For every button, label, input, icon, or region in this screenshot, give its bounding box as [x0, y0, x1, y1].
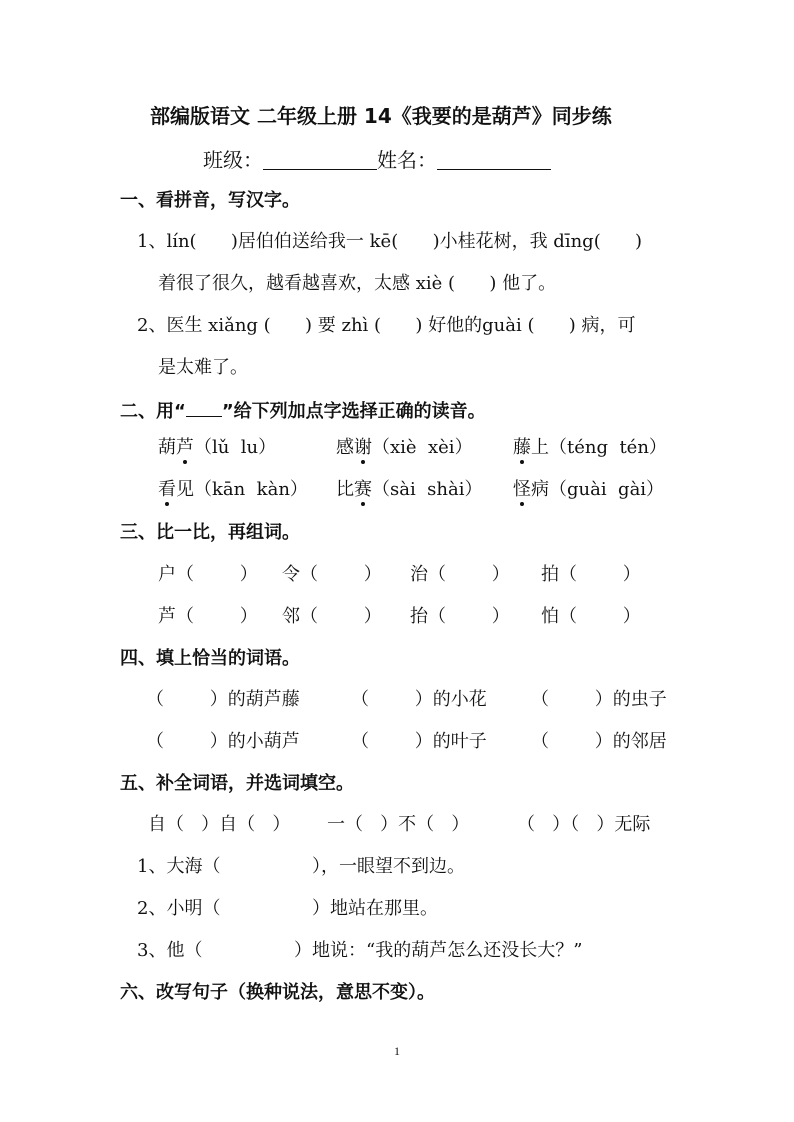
reading-item — [513, 481, 664, 499]
compare-item: 户（ ） — [158, 564, 258, 585]
item-post: （sài shài） — [372, 479, 483, 500]
idiom-item: （ ）（ ）无际 — [517, 814, 651, 835]
phrase-item: （ ）的虫子 — [531, 689, 667, 710]
reading-item — [336, 481, 483, 499]
phrase-item: （ ）的葫芦藤 — [146, 689, 300, 710]
section-6-heading: 六、改写句子（换种说法，意思不变）。 — [120, 982, 435, 1003]
phrase-item: （ ）的叶子 — [351, 731, 487, 752]
page-title: 部编版语文 二年级上册 14《我要的是葫芦》同步练 — [150, 104, 612, 128]
fill-sentence-2: 2、小明（ ）地站在那里。 — [137, 898, 438, 919]
section-1-line-4: 是太难了。 — [158, 357, 248, 378]
dotted-char: 芦 — [176, 437, 194, 458]
class-name-line — [203, 149, 551, 170]
phrase-item: （ ）的小葫芦 — [146, 731, 300, 752]
dotted-char: 怪 — [513, 479, 531, 500]
fill-sentence-3: 3、他（ ）地说：“我的葫芦怎么还没长大？” — [137, 940, 583, 961]
compare-item: 拍（ ） — [541, 564, 641, 585]
idiom-item: 一（ ）不（ ） — [327, 814, 470, 835]
reading-item — [158, 439, 276, 457]
section-3-heading: 三、比一比，再组词。 — [120, 522, 300, 543]
dotted-char: 谢 — [354, 437, 372, 458]
section-1-line-1: 1、lín( )居伯伯送给我一 kē( )小桂花树，我 dīng( ) — [137, 231, 643, 252]
item-post: 见（kān kàn） — [176, 479, 308, 500]
dotted-char: 看 — [158, 479, 176, 500]
section-2-heading-post: ”给下列加点字选择正确的读音。 — [221, 401, 486, 422]
compare-item: 芦（ ） — [158, 606, 258, 627]
section-2-heading — [120, 401, 486, 421]
compare-item: 邻（ ） — [282, 606, 382, 627]
section-4-heading: 四、填上恰当的词语。 — [120, 648, 300, 669]
compare-item: 治（ ） — [410, 564, 510, 585]
item-pre: 感 — [336, 437, 354, 458]
underline-sample — [186, 401, 222, 417]
section-1-line-2: 着很了很久，越看越喜欢，太感 xiè ( ) 他了。 — [158, 273, 557, 294]
reading-item — [158, 481, 308, 499]
section-1-heading: 一、看拼音，写汉字。 — [120, 190, 300, 211]
item-post: （xiè xèi） — [372, 437, 473, 458]
name-label: 姓名： — [377, 148, 437, 172]
reading-item — [513, 439, 667, 457]
dotted-char: 赛 — [354, 479, 372, 500]
section-5-heading: 五、补全词语，并选词填空。 — [120, 773, 354, 794]
name-blank[interactable] — [437, 149, 551, 170]
reading-item — [336, 439, 473, 457]
fill-sentence-1: 1、大海（ ），一眼望不到边。 — [137, 856, 465, 877]
compare-item: 怕（ ） — [541, 606, 641, 627]
item-post: 上（téng tén） — [531, 437, 667, 458]
section-2-heading-pre: 二、用“ — [120, 401, 186, 422]
class-label: 班级： — [203, 148, 263, 172]
idiom-item: 自（ ）自（ ） — [148, 814, 291, 835]
class-blank[interactable] — [263, 149, 377, 170]
phrase-item: （ ）的小花 — [351, 689, 487, 710]
item-post: 病（guài gài） — [531, 479, 665, 500]
dotted-char: 藤 — [513, 437, 531, 458]
page-number: 1 — [394, 1044, 400, 1058]
compare-item: 令（ ） — [282, 564, 382, 585]
item-post: （lǔ lu） — [194, 437, 277, 458]
compare-item: 抬（ ） — [410, 606, 510, 627]
item-pre: 葫 — [158, 437, 176, 458]
phrase-item: （ ）的邻居 — [531, 731, 667, 752]
section-1-line-3: 2、医生 xiǎng ( ) 要 zhì ( ) 好他的guài ( ) 病，可 — [137, 315, 636, 336]
item-pre: 比 — [336, 479, 354, 500]
